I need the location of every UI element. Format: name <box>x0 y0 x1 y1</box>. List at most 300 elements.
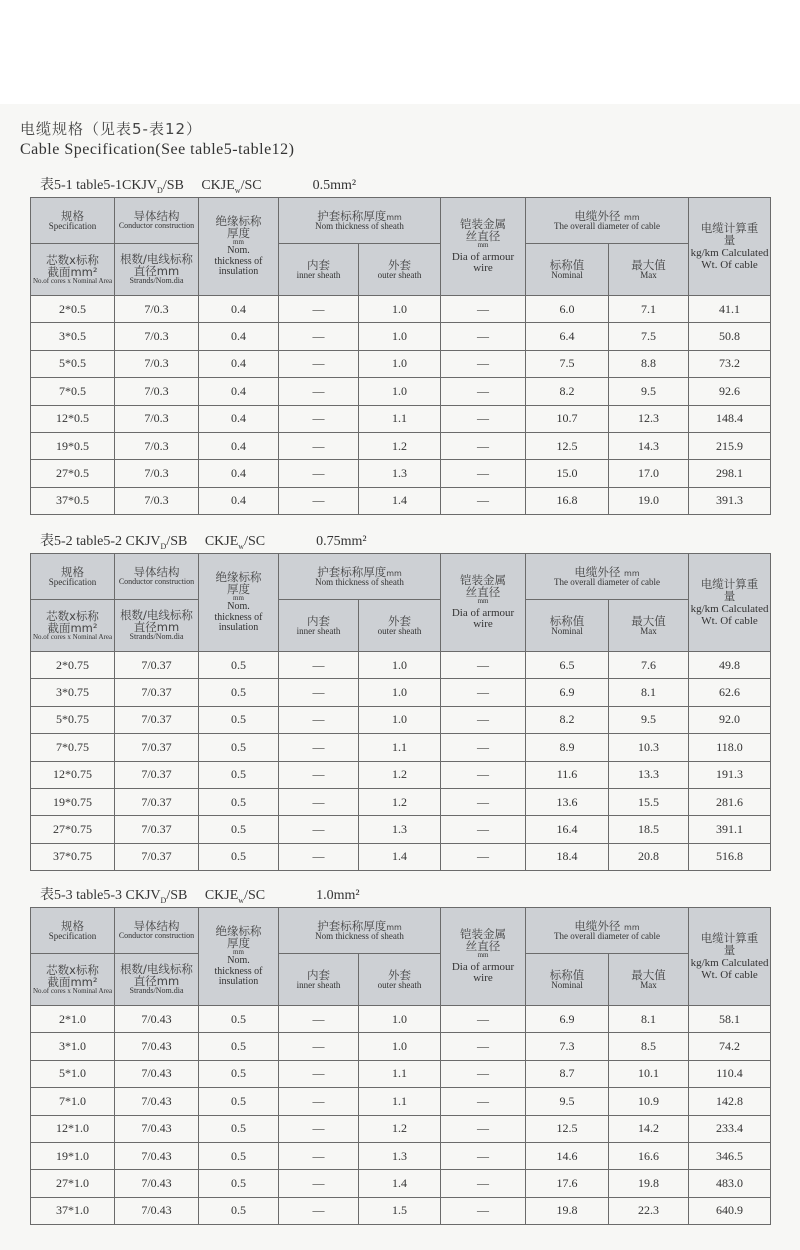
caption-subscript: w <box>238 895 245 905</box>
table-cell: 0.5 <box>199 679 279 706</box>
header-insulation: 绝缘标称厚度 mm Nom. thickness of insulation <box>199 198 279 296</box>
table-cell: — <box>441 1006 526 1033</box>
table-cell: 3*1.0 <box>31 1033 115 1060</box>
heading-chinese: 电缆规格（见表5-表12） <box>20 120 203 138</box>
header-inner-sheath: 内套 inner sheath <box>279 954 359 1006</box>
table-row <box>31 296 771 323</box>
table-cell: 37*1.0 <box>31 1197 115 1224</box>
table-cell: — <box>279 1170 359 1197</box>
table-cell: 298.1 <box>689 460 771 487</box>
table-cell: — <box>279 1197 359 1224</box>
caption-subscript: D <box>157 185 163 195</box>
header-outer-sheath: 外套 outer sheath <box>359 954 441 1006</box>
header-inner-sheath: 内套 inner sheath <box>279 600 359 652</box>
table-cell: 483.0 <box>689 1170 771 1197</box>
caption-middle: /SB CKJE <box>166 534 239 549</box>
table-cell: 19*1.0 <box>31 1142 115 1169</box>
header-strands: 根数/电线标称直径mm Strands/Nom.dia <box>115 600 199 652</box>
table-cell: 7/0.43 <box>115 1088 199 1115</box>
table-cell: 8.8 <box>609 350 689 377</box>
table-cell: 7/0.3 <box>115 296 199 323</box>
table-cell: — <box>441 843 526 870</box>
header-max: 最大值 Max <box>609 954 689 1006</box>
table-cell: — <box>441 706 526 733</box>
header-overall-diameter: 电缆外径 mm The overall diameter of cable <box>526 554 689 600</box>
spec-table-1 <box>30 197 771 515</box>
table-cell: 0.5 <box>199 1060 279 1087</box>
table-cell: 1.1 <box>359 1088 441 1115</box>
table-cell: — <box>441 350 526 377</box>
table-cell: 62.6 <box>689 679 771 706</box>
table-cell: — <box>441 1088 526 1115</box>
header-sheath: 护套标称厚度mm Nom thickness of sheath <box>279 554 441 600</box>
table-row <box>31 1006 771 1033</box>
table-cell: — <box>441 1142 526 1169</box>
table-cell: 73.2 <box>689 350 771 377</box>
table-row <box>31 843 771 870</box>
caption-end: /SC <box>240 178 262 193</box>
header-outer-sheath: 外套 outer sheath <box>359 244 441 296</box>
table-cell: 9.5 <box>526 1088 609 1115</box>
page-heading <box>20 118 295 159</box>
header-armour: 铠装金属丝直径 mm Dia of armour wire <box>441 198 526 296</box>
caption-id: 表5-2 table5-2 CKJV <box>40 534 161 549</box>
table-cell: — <box>279 487 359 514</box>
table-cell: 1.2 <box>359 1115 441 1142</box>
table-row <box>31 350 771 377</box>
table-row <box>31 788 771 815</box>
table-cell: 7.5 <box>609 323 689 350</box>
table-cell: 516.8 <box>689 843 771 870</box>
table-cell: 7*1.0 <box>31 1088 115 1115</box>
table-cell: 0.5 <box>199 816 279 843</box>
table-cell: 0.5 <box>199 652 279 679</box>
table-cell: 2*0.5 <box>31 296 115 323</box>
table-cell: — <box>279 323 359 350</box>
table-cell: 7/0.43 <box>115 1115 199 1142</box>
table-cell: 7/0.3 <box>115 487 199 514</box>
header-conductor: 导体结构 Conductor construction <box>115 554 199 600</box>
table-cell: 10.3 <box>609 734 689 761</box>
table-cell: 0.5 <box>199 1142 279 1169</box>
table-cell: 7/0.3 <box>115 432 199 459</box>
table-row <box>31 652 771 679</box>
table-cell: — <box>441 1115 526 1142</box>
caption-size: 0.75mm² <box>316 534 367 549</box>
table-cell: 7/0.37 <box>115 761 199 788</box>
table-cell: 191.3 <box>689 761 771 788</box>
table-row <box>31 460 771 487</box>
table-cell: 0.4 <box>199 296 279 323</box>
caption-subscript: w <box>234 185 241 195</box>
table-cell: 5*0.75 <box>31 706 115 733</box>
table-row <box>31 1170 771 1197</box>
table-cell: 9.5 <box>609 378 689 405</box>
table-cell: 19.0 <box>609 487 689 514</box>
table-cell: 12.5 <box>526 432 609 459</box>
table-cell: 1.0 <box>359 706 441 733</box>
table-cell: 6.5 <box>526 652 609 679</box>
table-cell: 0.5 <box>199 1197 279 1224</box>
table-cell: 1.0 <box>359 323 441 350</box>
table-row <box>31 432 771 459</box>
table-cell: — <box>441 460 526 487</box>
table-caption-1 <box>40 174 356 195</box>
table-cell: 3*0.5 <box>31 323 115 350</box>
table-cell: 10.9 <box>609 1088 689 1115</box>
table-cell: — <box>279 788 359 815</box>
table-cell: — <box>441 1197 526 1224</box>
table-cell: 1.0 <box>359 296 441 323</box>
caption-end: /SC <box>244 534 266 549</box>
table-cell: — <box>441 816 526 843</box>
table-row <box>31 1088 771 1115</box>
table-cell: 37*0.5 <box>31 487 115 514</box>
table-cell: 11.6 <box>526 761 609 788</box>
table-cell: 0.5 <box>199 734 279 761</box>
table-cell: 0.4 <box>199 350 279 377</box>
table-cell: 391.1 <box>689 816 771 843</box>
table-cell: 8.9 <box>526 734 609 761</box>
table-cell: 16.6 <box>609 1142 689 1169</box>
table-cell: 8.5 <box>609 1033 689 1060</box>
table-cell: 148.4 <box>689 405 771 432</box>
table-cell: — <box>441 487 526 514</box>
table-cell: 1.0 <box>359 652 441 679</box>
table-cell: 15.5 <box>609 788 689 815</box>
table-cell: 20.8 <box>609 843 689 870</box>
table-cell: 41.1 <box>689 296 771 323</box>
caption-subscript: D <box>160 895 167 905</box>
table-cell: 6.9 <box>526 1006 609 1033</box>
table-cell: 0.5 <box>199 1170 279 1197</box>
table-cell: 10.1 <box>609 1060 689 1087</box>
table-cell: — <box>441 1060 526 1087</box>
table-cell: 1.0 <box>359 1006 441 1033</box>
table-cell: — <box>279 843 359 870</box>
table-cell: — <box>279 1033 359 1060</box>
spec-table-3 <box>30 907 771 1225</box>
header-strands: 根数/电线标称直径mm Strands/Nom.dia <box>115 244 199 296</box>
table-cell: 92.0 <box>689 706 771 733</box>
table-cell: 0.5 <box>199 788 279 815</box>
table-cell: 7/0.43 <box>115 1142 199 1169</box>
table-cell: 1.4 <box>359 487 441 514</box>
table-cell: 7/0.37 <box>115 679 199 706</box>
table-cell: 7.5 <box>526 350 609 377</box>
table-cell: — <box>441 788 526 815</box>
table-cell: 7/0.3 <box>115 350 199 377</box>
table-caption-2 <box>40 530 367 551</box>
table-cell: 37*0.75 <box>31 843 115 870</box>
table-cell: — <box>441 1033 526 1060</box>
table-cell: 8.1 <box>609 679 689 706</box>
header-max: 最大值 Max <box>609 600 689 652</box>
table-cell: 391.3 <box>689 487 771 514</box>
header-cores-area: 芯数x标称截面mm² No.of cores x Nominal Area <box>31 954 115 1006</box>
table-cell: — <box>279 679 359 706</box>
table-cell: — <box>279 378 359 405</box>
table-cell: 13.3 <box>609 761 689 788</box>
table-cell: 1.1 <box>359 1060 441 1087</box>
table-cell: 0.4 <box>199 460 279 487</box>
caption-subscript: w <box>238 541 245 551</box>
table-cell: — <box>279 350 359 377</box>
table-cell: 15.0 <box>526 460 609 487</box>
table-cell: 12*0.75 <box>31 761 115 788</box>
header-outer-sheath: 外套 outer sheath <box>359 600 441 652</box>
table-row <box>31 679 771 706</box>
table-cell: — <box>441 652 526 679</box>
table-row <box>31 761 771 788</box>
table-cell: — <box>279 652 359 679</box>
table-cell: 110.4 <box>689 1060 771 1087</box>
header-insulation: 绝缘标称厚度 mm Nom. thickness of insulation <box>199 908 279 1006</box>
table-cell: 8.2 <box>526 378 609 405</box>
caption-end: /SC <box>244 888 266 903</box>
table-cell: 6.0 <box>526 296 609 323</box>
table-cell: 1.3 <box>359 816 441 843</box>
header-weight: 电缆计算重量 kg/km Calculated Wt. Of cable <box>689 554 771 652</box>
table-cell: 0.4 <box>199 487 279 514</box>
table-cell: 5*0.5 <box>31 350 115 377</box>
table-cell: 1.4 <box>359 1170 441 1197</box>
table-cell: 281.6 <box>689 788 771 815</box>
table-cell: 7/0.3 <box>115 323 199 350</box>
table-cell: 0.5 <box>199 1088 279 1115</box>
table-row <box>31 323 771 350</box>
table-cell: 7/0.37 <box>115 706 199 733</box>
table-cell: 14.6 <box>526 1142 609 1169</box>
caption-size: 1.0mm² <box>316 888 360 903</box>
table-cell: — <box>441 432 526 459</box>
table-cell: — <box>441 1170 526 1197</box>
table-cell: 19.8 <box>609 1170 689 1197</box>
table-cell: 7/0.43 <box>115 1060 199 1087</box>
table-cell: 49.8 <box>689 652 771 679</box>
table-cell: 8.7 <box>526 1060 609 1087</box>
table-cell: 0.4 <box>199 378 279 405</box>
table-cell: — <box>279 432 359 459</box>
table-cell: 1.1 <box>359 405 441 432</box>
table-cell: 142.8 <box>689 1088 771 1115</box>
table-cell: 12.5 <box>526 1115 609 1142</box>
table-cell: 6.4 <box>526 323 609 350</box>
table-cell: 0.5 <box>199 1115 279 1142</box>
header-nominal: 标称值 Nominal <box>526 244 609 296</box>
header-insulation: 绝缘标称厚度 mm Nom. thickness of insulation <box>199 554 279 652</box>
caption-id: 表5-1 table5-1CKJV <box>40 178 158 193</box>
table-cell: 0.5 <box>199 1033 279 1060</box>
table-cell: 16.4 <box>526 816 609 843</box>
table-cell: 7.3 <box>526 1033 609 1060</box>
table-cell: 233.4 <box>689 1115 771 1142</box>
caption-subscript: D <box>160 541 167 551</box>
table-cell: 16.8 <box>526 487 609 514</box>
caption-id: 表5-3 table5-3 CKJV <box>40 888 161 903</box>
table-row <box>31 1060 771 1087</box>
header-specification: 规格 Specification <box>31 554 115 600</box>
table-cell: 7/0.43 <box>115 1170 199 1197</box>
table-cell: 2*0.75 <box>31 652 115 679</box>
table-row <box>31 405 771 432</box>
table-row <box>31 378 771 405</box>
table-cell: 0.4 <box>199 405 279 432</box>
table-cell: 7/0.37 <box>115 734 199 761</box>
table-cell: 5*1.0 <box>31 1060 115 1087</box>
table-cell: 1.2 <box>359 432 441 459</box>
table-cell: 1.2 <box>359 761 441 788</box>
table-cell: 74.2 <box>689 1033 771 1060</box>
table-cell: 1.2 <box>359 788 441 815</box>
table-cell: 1.0 <box>359 378 441 405</box>
table-cell: — <box>441 323 526 350</box>
table-cell: 7/0.37 <box>115 816 199 843</box>
header-conductor: 导体结构 Conductor construction <box>115 198 199 244</box>
header-sheath: 护套标称厚度mm Nom thickness of sheath <box>279 198 441 244</box>
table-row <box>31 487 771 514</box>
table-cell: 8.2 <box>526 706 609 733</box>
header-weight: 电缆计算重量 kg/km Calculated Wt. Of cable <box>689 908 771 1006</box>
table-cell: — <box>279 1142 359 1169</box>
table-cell: — <box>279 1088 359 1115</box>
table-cell: 7/0.43 <box>115 1006 199 1033</box>
header-overall-diameter: 电缆外径 mm The overall diameter of cable <box>526 908 689 954</box>
table-cell: — <box>441 679 526 706</box>
table-cell: 14.2 <box>609 1115 689 1142</box>
table-cell: — <box>279 1115 359 1142</box>
table-cell: 13.6 <box>526 788 609 815</box>
table-cell: 1.4 <box>359 843 441 870</box>
header-cores-area: 芯数x标称截面mm² No.of cores x Nominal Area <box>31 244 115 296</box>
header-specification: 规格 Specification <box>31 908 115 954</box>
table-cell: 1.3 <box>359 460 441 487</box>
table-row <box>31 1115 771 1142</box>
table-cell: 6.9 <box>526 679 609 706</box>
caption-middle: /SB CKJE <box>166 888 239 903</box>
table-cell: 0.5 <box>199 706 279 733</box>
header-strands: 根数/电线标称直径mm Strands/Nom.dia <box>115 954 199 1006</box>
table-cell: 17.6 <box>526 1170 609 1197</box>
table-cell: 27*0.5 <box>31 460 115 487</box>
table-cell: 7.1 <box>609 296 689 323</box>
table-cell: 0.4 <box>199 323 279 350</box>
caption-middle: /SB CKJE <box>162 178 235 193</box>
table-cell: 118.0 <box>689 734 771 761</box>
table-cell: 27*1.0 <box>31 1170 115 1197</box>
table-caption-3 <box>40 884 360 905</box>
table-cell: 0.5 <box>199 843 279 870</box>
table-cell: 14.3 <box>609 432 689 459</box>
table-row <box>31 1033 771 1060</box>
table-cell: 7*0.75 <box>31 734 115 761</box>
table-cell: — <box>441 405 526 432</box>
table-cell: 50.8 <box>689 323 771 350</box>
spec-table-2 <box>30 553 771 871</box>
header-nominal: 标称值 Nominal <box>526 954 609 1006</box>
table-cell: 7/0.37 <box>115 788 199 815</box>
header-max: 最大值 Max <box>609 244 689 296</box>
header-armour: 铠装金属丝直径 mm Dia of armour wire <box>441 554 526 652</box>
table-cell: — <box>279 405 359 432</box>
table-cell: 7/0.3 <box>115 460 199 487</box>
table-cell: 1.0 <box>359 1033 441 1060</box>
table-cell: 18.4 <box>526 843 609 870</box>
table-cell: 12.3 <box>609 405 689 432</box>
table-cell: 12*1.0 <box>31 1115 115 1142</box>
header-specification: 规格 Specification <box>31 198 115 244</box>
caption-size: 0.5mm² <box>312 178 357 193</box>
table-cell: 10.7 <box>526 405 609 432</box>
table-cell: — <box>441 761 526 788</box>
header-cores-area: 芯数x标称截面mm² No.of cores x Nominal Area <box>31 600 115 652</box>
table-cell: 1.0 <box>359 350 441 377</box>
header-conductor: 导体结构 Conductor construction <box>115 908 199 954</box>
table-cell: 0.4 <box>199 432 279 459</box>
table-cell: — <box>279 460 359 487</box>
header-nominal: 标称值 Nominal <box>526 600 609 652</box>
table-cell: — <box>441 378 526 405</box>
table-row <box>31 734 771 761</box>
table-cell: 7/0.37 <box>115 652 199 679</box>
table-cell: 17.0 <box>609 460 689 487</box>
table-cell: 18.5 <box>609 816 689 843</box>
table-cell: — <box>441 296 526 323</box>
table-cell: 1.5 <box>359 1197 441 1224</box>
table-cell: 1.1 <box>359 734 441 761</box>
table-cell: — <box>279 1060 359 1087</box>
table-cell: — <box>279 706 359 733</box>
table-row <box>31 1142 771 1169</box>
table-cell: 7/0.3 <box>115 405 199 432</box>
table-cell: 0.5 <box>199 761 279 788</box>
header-sheath: 护套标称厚度mm Nom thickness of sheath <box>279 908 441 954</box>
table-cell: 215.9 <box>689 432 771 459</box>
table-cell: 19*0.5 <box>31 432 115 459</box>
table-cell: 640.9 <box>689 1197 771 1224</box>
table-row <box>31 706 771 733</box>
header-overall-diameter: 电缆外径 mm The overall diameter of cable <box>526 198 689 244</box>
table-cell: 9.5 <box>609 706 689 733</box>
table-cell: 12*0.5 <box>31 405 115 432</box>
table-cell: 19.8 <box>526 1197 609 1224</box>
header-inner-sheath: 内套 inner sheath <box>279 244 359 296</box>
table-cell: 19*0.75 <box>31 788 115 815</box>
table-cell: 7*0.5 <box>31 378 115 405</box>
table-cell: 346.5 <box>689 1142 771 1169</box>
table-cell: — <box>441 734 526 761</box>
table-cell: 3*0.75 <box>31 679 115 706</box>
table-cell: 1.0 <box>359 679 441 706</box>
table-cell: 7/0.43 <box>115 1197 199 1224</box>
table-cell: 1.3 <box>359 1142 441 1169</box>
heading-english: Cable Specification(See table5-table12) <box>20 141 295 158</box>
header-weight: 电缆计算重量 kg/km Calculated Wt. Of cable <box>689 198 771 296</box>
table-cell: 92.6 <box>689 378 771 405</box>
table-row <box>31 816 771 843</box>
table-cell: 58.1 <box>689 1006 771 1033</box>
header-armour: 铠装金属丝直径 mm Dia of armour wire <box>441 908 526 1006</box>
table-cell: 8.1 <box>609 1006 689 1033</box>
table-cell: — <box>279 734 359 761</box>
table-cell: — <box>279 1006 359 1033</box>
table-cell: 7.6 <box>609 652 689 679</box>
table-cell: — <box>279 816 359 843</box>
table-cell: 0.5 <box>199 1006 279 1033</box>
table-cell: 22.3 <box>609 1197 689 1224</box>
table-cell: — <box>279 296 359 323</box>
table-cell: 27*0.75 <box>31 816 115 843</box>
